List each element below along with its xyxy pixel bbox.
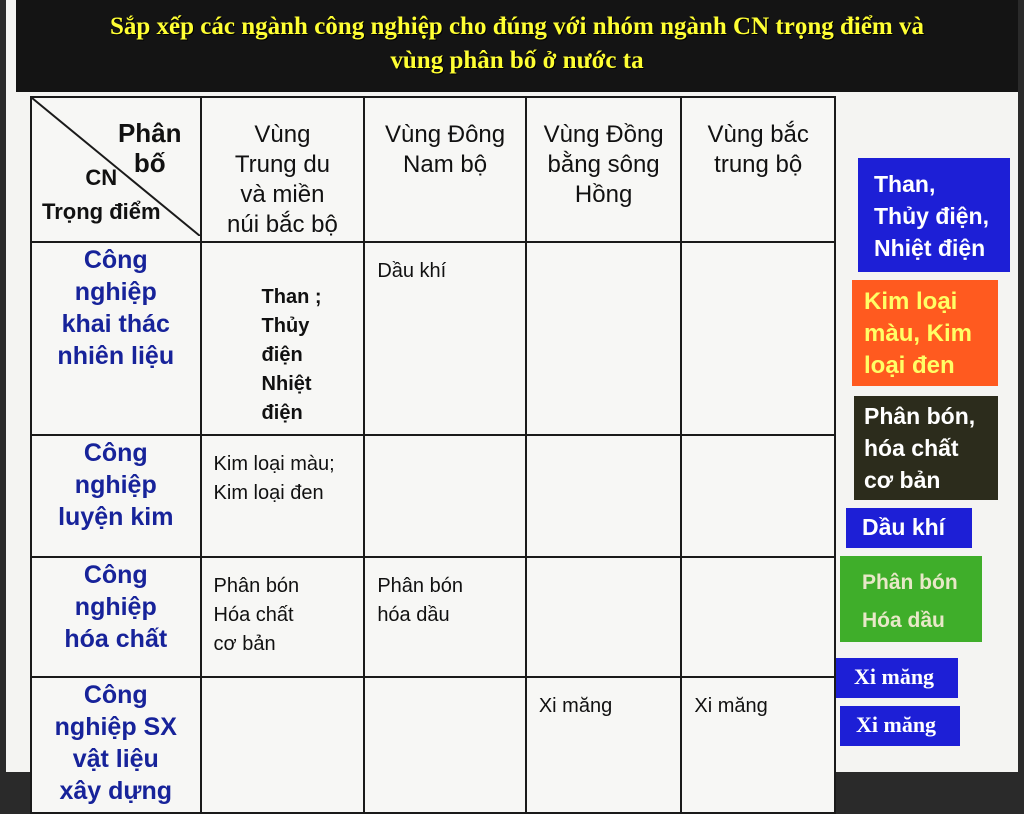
row-header-line: Công — [83, 246, 148, 274]
chip-text: Xi măng — [854, 664, 935, 689]
row-header-line: nhiên liệu — [57, 342, 175, 370]
row-header-line: nghiệp SX — [54, 713, 177, 741]
column-header-line: núi bắc bộ — [227, 211, 338, 238]
column-header-line: Vùng — [254, 121, 311, 148]
chip-text: hóa chất — [864, 435, 959, 461]
drop-cell[interactable] — [526, 242, 682, 435]
row-header-line: nghiệp — [74, 278, 157, 306]
cell-text: Than ; — [261, 286, 322, 308]
row-header-line: nghiệp — [74, 471, 157, 499]
row-header-vat-lieu-xay-dung — [31, 677, 201, 813]
chip-text: loại đen — [864, 352, 955, 379]
row-header-luyen-kim — [31, 435, 201, 557]
column-header-line: và miền — [240, 181, 325, 208]
column-header-dong-bang-song-hong — [526, 97, 682, 242]
column-header-trung-du — [201, 97, 365, 242]
drop-cell[interactable] — [364, 242, 526, 435]
cell-text: Nhiệt điện — [261, 373, 312, 424]
drop-cell[interactable] — [201, 557, 365, 677]
chip-xi-mang-2[interactable] — [840, 706, 960, 746]
drop-cell[interactable] — [681, 677, 835, 813]
drop-cell[interactable] — [364, 677, 526, 813]
drop-cell[interactable] — [526, 677, 682, 813]
cell-text: Kim loại đen — [213, 482, 324, 504]
row-header-line: luyện kim — [58, 503, 174, 531]
column-header-line: Vùng Đông — [385, 121, 506, 148]
chip-text: Than, — [874, 171, 936, 197]
chip-phan-bon-hoa-dau[interactable] — [840, 556, 982, 642]
chip-kim-loai[interactable] — [852, 280, 998, 386]
corner-bottom-label — [42, 161, 161, 229]
cell-text: Phân bón — [377, 575, 463, 597]
chip-text: Hóa dầu — [862, 609, 945, 632]
chip-text: Dầu khí — [862, 514, 946, 540]
chip-text: Xi măng — [856, 712, 937, 737]
drop-cell[interactable] — [526, 557, 682, 677]
chip-text: Nhiệt điện — [874, 235, 986, 261]
cell-text: Phân bón — [213, 575, 300, 597]
row-header-line: hóa chất — [64, 625, 168, 653]
column-header-line: bằng sông — [547, 151, 660, 178]
cell-text: hóa dầu — [377, 604, 450, 626]
drop-cell[interactable] — [364, 557, 526, 677]
cell-text: Xi măng — [694, 695, 768, 717]
row-header-line: nghiệp — [74, 593, 157, 621]
chip-text: Phân bón — [862, 571, 958, 594]
chip-text: cơ bản — [864, 467, 941, 493]
chip-xi-mang-1[interactable] — [836, 658, 958, 698]
industry-table — [30, 96, 836, 814]
row-header-hoa-chat — [31, 557, 201, 677]
row-header-khai-thac-nhien-lieu — [31, 242, 201, 435]
chip-text: màu, Kim — [864, 320, 973, 347]
drop-cell[interactable] — [681, 435, 835, 557]
column-header-line: trung bộ — [714, 151, 803, 178]
drop-cell[interactable] — [201, 677, 365, 813]
column-header-line: Vùng bắc — [707, 121, 809, 148]
cell-text: cơ bản — [213, 633, 276, 655]
column-header-line: Trung du — [234, 151, 331, 178]
row-header-line: xây dựng — [59, 777, 173, 805]
corner-bottom-line: CN — [85, 165, 118, 190]
drop-cell[interactable] — [364, 435, 526, 557]
column-header-dong-nam-bo — [364, 97, 526, 242]
corner-bottom-line: Trọng điểm — [42, 199, 161, 224]
chip-than-thuy-dien-nhiet-dien[interactable] — [858, 158, 1010, 272]
table-row — [31, 677, 835, 813]
row-header-line: Công — [83, 681, 148, 709]
table-row — [31, 557, 835, 677]
title-line-2: vùng phân bố ở nước ta — [390, 47, 644, 74]
chip-text: Phân bón, — [864, 403, 976, 429]
cell-text: Xi măng — [538, 695, 613, 717]
title-line-1: Sắp xếp các ngành công nghiệp cho đúng với nhóm ngành CN trọng điểm và — [109, 13, 924, 40]
chip-text: Thủy điện, — [874, 203, 989, 229]
cell-text: Kim loại màu; — [213, 453, 335, 475]
row-header-line: vật liệu — [72, 745, 159, 773]
column-header-bac-trung-bo — [681, 97, 835, 242]
column-header-line: Nam bộ — [403, 151, 488, 178]
drop-cell[interactable] — [681, 557, 835, 677]
corner-top-line: bố — [133, 148, 166, 178]
table-row — [31, 242, 835, 435]
table-row — [31, 435, 835, 557]
chip-dau-khi[interactable] — [846, 508, 972, 548]
drop-cell[interactable] — [201, 242, 365, 435]
chip-phan-bon-hoa-chat[interactable] — [854, 396, 998, 500]
cell-text: Dầu khí — [377, 260, 447, 282]
row-header-line: Công — [83, 561, 148, 589]
chip-text: Kim loại — [864, 288, 958, 315]
row-header-line: Công — [83, 439, 148, 467]
drop-cell[interactable] — [681, 242, 835, 435]
cell-text: Hóa chất — [213, 604, 294, 626]
corner-header — [31, 97, 201, 242]
drop-cell[interactable] — [201, 435, 365, 557]
cell-text: Thủy điện — [261, 315, 310, 366]
drop-cell[interactable] — [526, 435, 682, 557]
column-header-line: Vùng Đồng — [543, 121, 664, 148]
column-header-line: Hồng — [574, 181, 633, 208]
row-header-line: khai thác — [61, 310, 170, 338]
corner-top-line: Phân — [117, 118, 182, 148]
slide-screen — [6, 0, 1018, 805]
slide-title — [16, 0, 1018, 92]
